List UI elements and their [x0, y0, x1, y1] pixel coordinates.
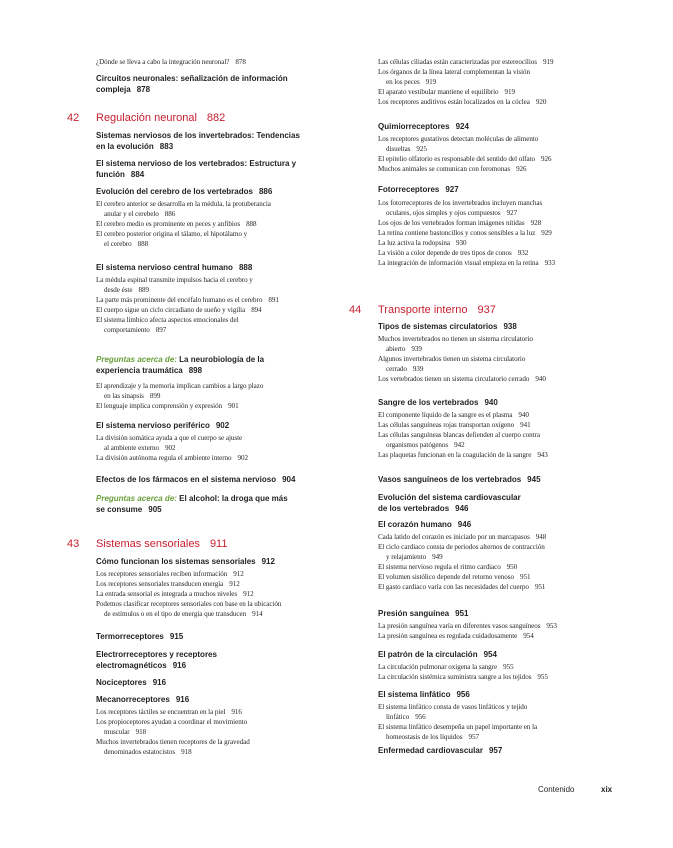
- entry-page-number: 955: [537, 673, 548, 681]
- heading-page-number: 957: [488, 746, 503, 755]
- heading-text: Nociceptores: [96, 678, 147, 687]
- entry-page-number: 912: [233, 570, 244, 578]
- entry-text: La división somática ayuda a que el cuerpo se ajuste: [96, 434, 243, 442]
- entry-text: La circulación pulmonar oxigena la sangre: [378, 663, 498, 671]
- entry-text: La presión sanguínea es regulada cuidadosamente: [378, 632, 518, 640]
- toc-heading-evolucion-cardio[interactable]: [378, 492, 521, 503]
- toc-entry[interactable]: [378, 572, 530, 582]
- entry-text: al ambiente externo: [104, 444, 159, 452]
- entry-page-number: 951: [519, 573, 531, 581]
- entry-text: en las sinapsis: [104, 392, 144, 400]
- entry-text: El epitelio olfatorio es responsable del sentido del olfato: [378, 155, 536, 163]
- toc-entry[interactable]: [378, 198, 542, 208]
- entry-text: La división autónoma regula el ambiente interno: [96, 454, 232, 462]
- question-title: La neurobiología de la: [179, 355, 265, 364]
- entry-page-number: 891: [268, 296, 279, 304]
- heading-text: Sistemas nerviosos de los invertebrados: Tendencias: [96, 131, 300, 140]
- toc-entry[interactable]: [378, 562, 517, 572]
- toc-entry[interactable]: [96, 199, 271, 209]
- toc-entry[interactable]: [378, 218, 541, 228]
- toc-entry[interactable]: [378, 702, 527, 712]
- toc-heading-circuitos-cont[interactable]: [96, 84, 150, 95]
- entry-text: La visión a color depende de tres tipos de conos: [378, 249, 512, 257]
- entry-text: La presión sanguínea varía en diferentes vasos sanguíneos: [378, 622, 541, 630]
- entry-page-number: 926: [541, 155, 552, 163]
- entry-page-number: 919: [425, 78, 437, 86]
- toc-entry[interactable]: [96, 747, 192, 757]
- heading-page-number: 915: [169, 632, 184, 641]
- toc-entry[interactable]: [378, 228, 552, 238]
- entry-text: La parte más prominente del encéfalo humano es el cerebro: [96, 296, 263, 304]
- chapter-number: 44: [349, 304, 362, 316]
- entry-text: abierto: [386, 345, 406, 353]
- entry-text: disueltas: [386, 145, 411, 153]
- entry-text: en los peces: [386, 78, 420, 86]
- entry-text: Los receptores gustativos detectan moléculas de alimento: [378, 135, 539, 143]
- entry-text: Las células sanguíneas blancas defienden al cuerpo contra: [378, 431, 541, 439]
- toc-entry[interactable]: [96, 239, 148, 249]
- toc-entry[interactable]: [378, 732, 479, 742]
- heading-text: Termorreceptores: [96, 632, 164, 641]
- toc-entry[interactable]: [378, 334, 533, 344]
- entry-page-number: 932: [517, 249, 529, 257]
- toc-heading-patron[interactable]: [378, 649, 497, 660]
- toc-entry[interactable]: [378, 67, 530, 77]
- toc-heading-nociceptores[interactable]: [96, 677, 166, 688]
- footer-page-number: xix: [601, 785, 613, 794]
- toc-entry[interactable]: [96, 391, 160, 401]
- toc-entry[interactable]: [96, 433, 242, 443]
- toc-entry[interactable]: [96, 219, 257, 229]
- heading-text: Quimiorreceptores: [378, 122, 450, 131]
- entry-text: Algunos invertebrados tienen un sistema circulatorio: [378, 355, 526, 363]
- heading-text: Presión sanguínea: [378, 609, 450, 618]
- toc-entry[interactable]: [378, 154, 552, 164]
- toc-entry[interactable]: [378, 450, 548, 460]
- toc-entry[interactable]: [96, 285, 149, 295]
- chapter-title: Regulación neuronal: [96, 112, 197, 124]
- heading-page-number: 886: [258, 187, 273, 196]
- heading-page-number: 946: [457, 520, 472, 529]
- chapter-page-number: 882: [206, 112, 226, 124]
- entry-page-number: 919: [504, 88, 516, 96]
- entry-page-number: 933: [544, 259, 556, 267]
- toc-entry[interactable]: [96, 569, 244, 579]
- entry-page-number: 901: [228, 402, 239, 410]
- entry-page-number: 939: [412, 365, 424, 373]
- toc-heading-enfermedad[interactable]: [378, 745, 502, 756]
- heading-text: Fotorreceptores: [378, 185, 440, 194]
- toc-heading-evolucion-cerebro[interactable]: [96, 186, 272, 197]
- entry-text: Los receptores sensoriales transducen energía: [96, 580, 224, 588]
- entry-page-number: 926: [516, 165, 527, 173]
- entry-text: El aparato vestibular mantiene el equilibrio: [378, 88, 499, 96]
- entry-page-number: 943: [537, 451, 548, 459]
- toc-entry[interactable]: [96, 325, 166, 335]
- toc-heading-electrorreceptores-cont[interactable]: [96, 660, 186, 671]
- heading-page-number: 902: [215, 421, 230, 430]
- entry-page-number: 886: [164, 210, 176, 218]
- heading-text: Vasos sanguíneos de los vertebrados: [378, 475, 522, 484]
- entry-page-number: 912: [229, 580, 240, 588]
- toc-heading-vasos[interactable]: [378, 474, 541, 485]
- toc-entry[interactable]: [96, 737, 250, 747]
- heading-text: El sistema nervioso central humano: [96, 263, 233, 272]
- heading-text: electromagnéticos: [96, 661, 167, 670]
- toc-entry[interactable]: [378, 662, 514, 672]
- heading-page-number: 946: [455, 504, 469, 513]
- heading-page-number: 924: [455, 122, 469, 131]
- toc-entry[interactable]: [378, 354, 525, 364]
- entry-text: Las plaquetas funcionan en la coagulación de la sangre: [378, 451, 532, 459]
- entry-text: comportamiento: [104, 326, 150, 334]
- entry-text: Cada latido del corazón es iniciado por un marcapasos: [378, 533, 530, 541]
- toc-heading-sistemas-sensoriales[interactable]: [96, 556, 275, 567]
- entry-page-number: 957: [468, 733, 479, 741]
- toc-heading-sangre[interactable]: [378, 397, 498, 408]
- entry-text: La entrada sensorial es integrada a muchos niveles: [96, 590, 238, 598]
- toc-heading-electrorreceptores[interactable]: [96, 649, 217, 660]
- entry-page-number: 928: [530, 219, 542, 227]
- entry-page-number: 949: [432, 553, 443, 561]
- toc-entry[interactable]: [378, 87, 515, 97]
- toc-heading-fotorreceptores[interactable]: [378, 184, 459, 195]
- toc-entry[interactable]: [378, 164, 527, 174]
- heading-text: El corazón humano: [378, 520, 452, 529]
- entry-text: El aprendizaje y la memoria implican cambios a largo plazo: [96, 382, 264, 390]
- entry-text: El volumen sistólico depende del retorno venoso: [378, 573, 514, 581]
- entry-page-number: 894: [251, 306, 262, 314]
- toc-entry[interactable]: [378, 134, 538, 144]
- entry-page-number: 902: [165, 444, 176, 452]
- entry-page-number: 925: [416, 145, 427, 153]
- entry-page-number: 930: [455, 239, 467, 247]
- toc-entry[interactable]: [378, 344, 422, 354]
- toc-heading-periferico[interactable]: [96, 420, 229, 431]
- entry-page-number: 929: [541, 229, 552, 237]
- entry-page-number: 899: [149, 392, 161, 400]
- heading-text: Evolución del cerebro de los vertebrados: [96, 187, 253, 196]
- toc-entry[interactable]: [378, 57, 553, 67]
- toc-entry[interactable]: [378, 248, 528, 258]
- entry-text: Muchos invertebrados tienen receptores de la gravedad: [96, 738, 250, 746]
- entry-text: Los vertebrados tienen un sistema circulatorio cerrado: [378, 375, 530, 383]
- toc-heading-snc[interactable]: [96, 262, 252, 273]
- entry-page-number: 941: [520, 421, 531, 429]
- heading-page-number: 940: [484, 398, 498, 407]
- toc-entry[interactable]: [96, 589, 254, 599]
- toc-heading-quimiorreceptores[interactable]: [378, 121, 469, 132]
- entry-text: Los receptores auditivos están localizados en la cóclea: [378, 98, 530, 106]
- entry-page-number: 940: [535, 375, 546, 383]
- entry-text: La luz activa la rodopsina: [378, 239, 450, 247]
- entry-text: El gasto cardiaco varía con las necesidades del cuerpo: [378, 583, 529, 591]
- toc-entry[interactable]: [96, 609, 263, 619]
- toc-heading-tipos-circulatorios[interactable]: [378, 321, 517, 332]
- question-page-number: 898: [188, 366, 203, 375]
- footer-label: Contenido: [538, 785, 575, 794]
- heading-page-number: 884: [130, 170, 145, 179]
- question-title: El alcohol: la droga que más: [179, 494, 288, 503]
- toc-entry[interactable]: [378, 208, 517, 218]
- toc-heading-vertebrados-cont[interactable]: [96, 169, 144, 180]
- chapter-42-heading[interactable]: [67, 112, 225, 125]
- toc-entry[interactable]: [96, 315, 238, 325]
- toc-heading-corazon[interactable]: [378, 519, 471, 530]
- toc-entry[interactable]: [96, 443, 176, 453]
- heading-page-number: 927: [445, 185, 459, 194]
- entry-page-number: 912: [243, 590, 254, 598]
- toc-entry[interactable]: [96, 295, 279, 305]
- entry-text: Podemos clasificar receptores sensoriales con base en la ubicación: [96, 600, 282, 608]
- toc-entry[interactable]: [96, 579, 240, 589]
- toc-entry[interactable]: [378, 374, 546, 384]
- toc-heading-vertebrados[interactable]: [96, 158, 296, 169]
- heading-page-number: 916: [172, 661, 187, 670]
- toc-entry[interactable]: [96, 209, 175, 219]
- entry-page-number: 948: [535, 533, 547, 541]
- question-label: Preguntas acerca de:: [96, 494, 177, 503]
- toc-heading-evolucion-cardio-cont[interactable]: [378, 503, 469, 514]
- entry-page-number: 888: [246, 220, 257, 228]
- toc-entry[interactable]: [378, 77, 436, 87]
- entry-page-number: 939: [411, 345, 422, 353]
- chapter-number: 42: [67, 112, 80, 124]
- entry-page-number: 897: [155, 326, 167, 334]
- heading-text: Electrorreceptores y receptores: [96, 650, 217, 659]
- entry-text: El componente líquido de la sangre es el plasma: [378, 411, 513, 419]
- entry-text: el cerebro: [104, 240, 132, 248]
- entry-text: El sistema linfático consta de vasos linfáticos y tejido: [378, 703, 528, 711]
- entry-text: homeostasis de los líquidos: [386, 733, 463, 741]
- chapter-43-heading[interactable]: [67, 538, 227, 551]
- chapter-number: 43: [67, 538, 80, 550]
- entry-page-number: 951: [534, 583, 546, 591]
- heading-page-number: 878: [136, 85, 151, 94]
- heading-page-number: 945: [527, 475, 541, 484]
- toc-entry[interactable]: [378, 621, 557, 631]
- toc-heading-termorreceptores[interactable]: [96, 631, 183, 642]
- entry-page-number: 953: [546, 622, 557, 630]
- heading-text: Sangre de los vertebrados: [378, 398, 479, 407]
- toc-entry[interactable]: [96, 599, 281, 609]
- chapter-page-number: 911: [209, 538, 228, 550]
- toc-entry[interactable]: [96, 717, 247, 727]
- toc-entry[interactable]: [378, 582, 545, 592]
- entry-text: Las células sanguíneas rojas transportan oxígeno: [378, 421, 515, 429]
- toc-entry[interactable]: [378, 532, 546, 542]
- entry-text: y relajamiento: [386, 553, 427, 561]
- heading-text: función: [96, 170, 125, 179]
- toc-heading-farmacos[interactable]: [96, 474, 295, 485]
- entry-text: El cerebro medio es prominente en peces y anfibios: [96, 220, 241, 228]
- toc-entry[interactable]: [96, 381, 263, 391]
- entry-page-number: 916: [231, 708, 242, 716]
- toc-entry[interactable]: [378, 552, 443, 562]
- toc-heading-circuitos[interactable]: [96, 73, 288, 84]
- toc-entry[interactable]: [378, 364, 423, 374]
- entry-page-number: 950: [506, 563, 518, 571]
- entry-text: El cerebro posterior origina el tálamo, el hipotálamo y: [96, 230, 248, 238]
- toc-heading-linfatico[interactable]: [378, 689, 470, 700]
- heading-page-number: 956: [456, 690, 470, 699]
- entry-text: denominados estatocistos: [104, 748, 176, 756]
- entry-text: Muchos invertebrados no tienen un sistema circulatorio: [378, 335, 533, 343]
- entry-text: Los receptores sensoriales reciben información: [96, 570, 228, 578]
- toc-entry[interactable]: [378, 420, 531, 430]
- entry-text: ¿Dónde se lleva a cabo la integración neuronal?: [96, 58, 230, 66]
- toc-entry[interactable]: [378, 672, 548, 682]
- question-title: experiencia traumática: [96, 366, 183, 375]
- entry-text: organismos patógenos: [386, 441, 449, 449]
- entry-text: La retina contiene bastoncillos y conos sensibles a la luz: [378, 229, 536, 237]
- entry-text: cerrado: [386, 365, 407, 373]
- heading-page-number: 951: [455, 609, 469, 618]
- entry-page-number: 888: [137, 240, 149, 248]
- entry-text: El sistema nervioso regula el ritmo cardiaco: [378, 563, 501, 571]
- heading-page-number: 938: [503, 322, 517, 331]
- heading-page-number: 888: [238, 263, 253, 272]
- question-page-number: 905: [148, 505, 162, 514]
- entry-text: El cuerpo sigue un ciclo circadiano de sueño y vigilia: [96, 306, 246, 314]
- toc-entry[interactable]: [96, 453, 248, 463]
- toc-entry[interactable]: [378, 542, 545, 552]
- entry-text: Muchos animales se comunican con feromonas: [378, 165, 511, 173]
- chapter-44-heading[interactable]: [349, 304, 496, 317]
- entry-text: Los fotorreceptores de los invertebrados incluyen manchas: [378, 199, 543, 207]
- entry-text: oculares, ojos simples y ojos compuestos: [386, 209, 501, 217]
- chapter-page-number: 937: [477, 304, 496, 316]
- entry-text: anular y el cerebelo: [104, 210, 159, 218]
- toc-entry[interactable]: [378, 440, 465, 450]
- heading-text: Efectos de los fármacos en el sistema nervioso: [96, 475, 277, 484]
- heading-text: Cómo funcionan los sistemas sensoriales: [96, 557, 256, 566]
- toc-entry[interactable]: [96, 275, 253, 285]
- chapter-title: Transporte interno: [378, 304, 468, 316]
- toc-question-alcohol-cont[interactable]: [96, 504, 162, 515]
- entry-page-number: 940: [518, 411, 529, 419]
- toc-entry[interactable]: [378, 258, 555, 268]
- entry-text: El lenguaje implica comprensión y expresión: [96, 402, 223, 410]
- entry-text: La circulación sistémica suministra sangre a los tejidos: [378, 673, 532, 681]
- entry-text: El cerebro anterior se desarrolla en la médula, la protuberancia: [96, 200, 271, 208]
- toc-entry[interactable]: [96, 727, 146, 737]
- toc-question-alcohol[interactable]: [96, 493, 288, 504]
- toc-question-neurobiologia[interactable]: [96, 354, 264, 365]
- entry-page-number: 956: [415, 713, 426, 721]
- entry-page-number: 919: [542, 58, 554, 66]
- entry-page-number: 954: [523, 632, 534, 640]
- entry-page-number: 902: [237, 454, 249, 462]
- entry-text: La médula espinal transmite impulsos hacia el cerebro y: [96, 276, 253, 284]
- heading-page-number: 954: [483, 650, 497, 659]
- heading-text: en la evolución: [96, 142, 154, 151]
- entry-text: desde éste: [104, 286, 133, 294]
- entry-page-number: 918: [181, 748, 192, 756]
- heading-text: Mecanorreceptores: [96, 695, 170, 704]
- entry-page-number: 927: [506, 209, 518, 217]
- heading-text: Evolución del sistema cardiovascular: [378, 493, 521, 502]
- entry-text: La integración de información visual empieza en la retina: [378, 259, 539, 267]
- entry-text: Los propioceptores ayudan a coordinar el movimiento: [96, 718, 248, 726]
- entry-page-number: 942: [454, 441, 465, 449]
- entry-text: El sistema linfático desempeña un papel importante en la: [378, 723, 538, 731]
- toc-entry[interactable]: [378, 144, 427, 154]
- toc-entry[interactable]: [378, 430, 540, 440]
- entry-page-number: 878: [235, 58, 246, 66]
- heading-page-number: 916: [152, 678, 167, 687]
- heading-page-number: 883: [159, 142, 174, 151]
- entry-text: Los ojos de los vertebrados forman imágenes nítidas: [378, 219, 525, 227]
- toc-entry[interactable]: [378, 238, 466, 248]
- entry-text: Los receptores táctiles se encuentran en la piel: [96, 708, 226, 716]
- toc-entry[interactable]: [96, 401, 239, 411]
- toc-heading-invertebrados-cont[interactable]: [96, 141, 173, 152]
- entry-page-number: 914: [252, 610, 263, 618]
- toc-heading-invertebrados[interactable]: [96, 130, 300, 141]
- toc-entry[interactable]: [96, 707, 242, 717]
- question-label: Preguntas acerca de:: [96, 355, 177, 364]
- heading-text: El patrón de la circulación: [378, 650, 478, 659]
- heading-page-number: 916: [175, 695, 190, 704]
- heading-text: de los vertebrados: [378, 504, 450, 513]
- heading-page-number: 912: [261, 557, 275, 566]
- toc-entry[interactable]: [378, 631, 534, 641]
- entry-text: muscular: [104, 728, 130, 736]
- toc-heading-mecanorreceptores[interactable]: [96, 694, 189, 705]
- chapter-title: Sistemas sensoriales: [96, 538, 200, 550]
- entry-text: Los órganos de la línea lateral complementan la visión: [378, 68, 531, 76]
- entry-text: Las células ciliadas están caracterizadas por estereocilios: [378, 58, 537, 66]
- entry-text: de estímulos o en el tipo de energía que transducen: [104, 610, 247, 618]
- toc-entry[interactable]: [96, 57, 246, 67]
- heading-text: Enfermedad cardiovascular: [378, 746, 483, 755]
- entry-text: linfático: [386, 713, 410, 721]
- toc-entry[interactable]: [378, 410, 529, 420]
- toc-entry[interactable]: [378, 97, 546, 107]
- toc-entry[interactable]: [378, 712, 426, 722]
- heading-text: El sistema nervioso de los vertebrados: Estructura y: [96, 159, 297, 168]
- heading-text: El sistema linfático: [378, 690, 451, 699]
- heading-text: Tipos de sistemas circulatorios: [378, 322, 498, 331]
- heading-page-number: 904: [282, 475, 296, 484]
- question-title: se consume: [96, 505, 143, 514]
- entry-page-number: 889: [138, 286, 149, 294]
- entry-page-number: 918: [135, 728, 147, 736]
- toc-question-neurobiologia-cont[interactable]: [96, 365, 202, 376]
- entry-text: El sistema límbico afecta aspectos emocionales del: [96, 316, 239, 324]
- toc-heading-presion[interactable]: [378, 608, 469, 619]
- toc-entry[interactable]: [96, 229, 247, 239]
- toc-entry[interactable]: [378, 722, 537, 732]
- toc-entry[interactable]: [96, 305, 262, 315]
- entry-page-number: 920: [535, 98, 547, 106]
- entry-text: El ciclo cardiaco consta de periodos alternos de contracción: [378, 543, 545, 551]
- heading-text: compleja: [96, 85, 131, 94]
- heading-text: Circuitos neuronales: señalización de información: [96, 74, 288, 83]
- entry-page-number: 955: [503, 663, 514, 671]
- heading-text: El sistema nervioso periférico: [96, 421, 210, 430]
